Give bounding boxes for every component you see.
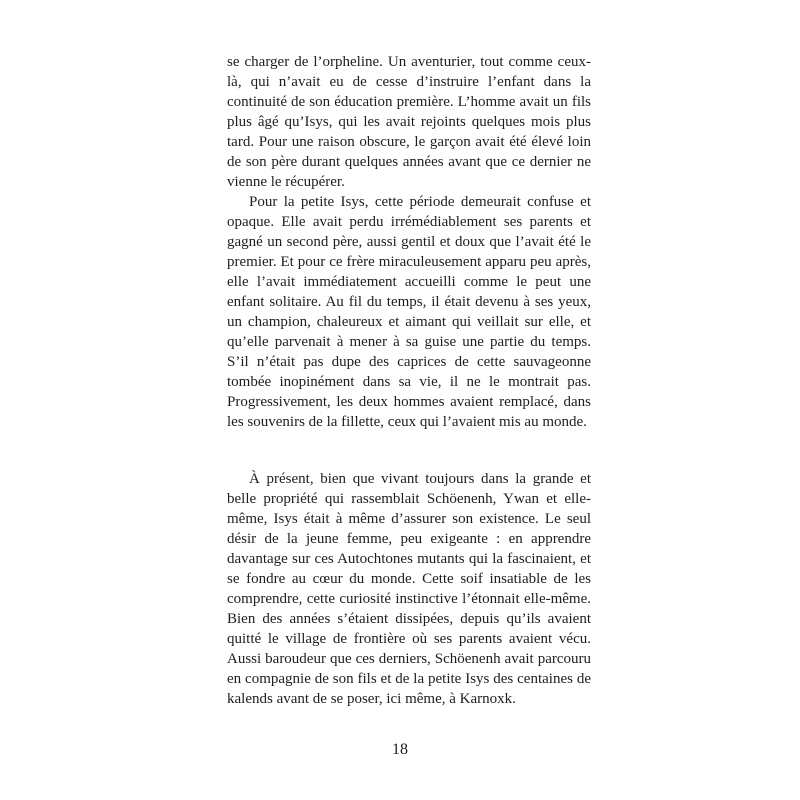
page-number: 18	[392, 741, 408, 758]
body-text	[227, 52, 591, 709]
section-break	[227, 432, 591, 469]
paragraph-1: se charger de l’orpheline. Un aventurier, tout comme ceux-là, qui n’avait eu de cesse d’instruire l’enfant dans la continuité de son éducation première. L’homme avait un fils plus âgé qu’Isys, qui les avait rejoints quelques mois plus tard. Pour une raison obscure, le garçon avait été élevé loin de son père durant quelques années avant que ce dernier ne vienne le récupérer.	[227, 54, 591, 190]
paragraph-2: Pour la petite Isys, cette période demeurait confuse et opaque. Elle avait perdu irrémédiablement ses parents et gagné un second père, aussi gentil et doux que l’avait été le premier. Et pour ce frère miraculeusement apparu peu après, elle l’avait immédiatement accueilli comme le peut une enfant solitaire. Au fil du temps, il était devenu à ses yeux, un champion, chaleureux et aimant qui veillait sur elle, et qu’elle parvenait à mener à sa guise une partie du temps. S’il n’était pas dupe des caprices de cette sauvageonne tombée inopinément dans sa vie, il ne le montrait pas. Progressivement, les deux hommes avaient remplacé, dans les souvenirs de la fillette, ceux qui l’avaient mis au monde.	[227, 194, 591, 430]
paragraph-3: À présent, bien que vivant toujours dans la grande et belle propriété qui rassemblait Schöenenh, Ywan et elle-même, Isys était à même d’assurer son existence. Le seul désir de la jeune femme, peu exigeante : en apprendre davantage sur ces Autochtones mutants qui la fascinaient, et se fondre au cœur du monde. Cette soif insatiable de les comprendre, cette curiosité instinctive l’étonnait elle-même. Bien des années s’étaient dissipées, depuis qu’ils avaient quitté le village de frontière où ses parents avaient vécu. Aussi baroudeur que ces derniers, Schöenenh avait parcouru en compagnie de son fils et de la petite Isys des centaines de kalends avant de se poser, ici même, à Karnoxk.	[227, 471, 591, 707]
